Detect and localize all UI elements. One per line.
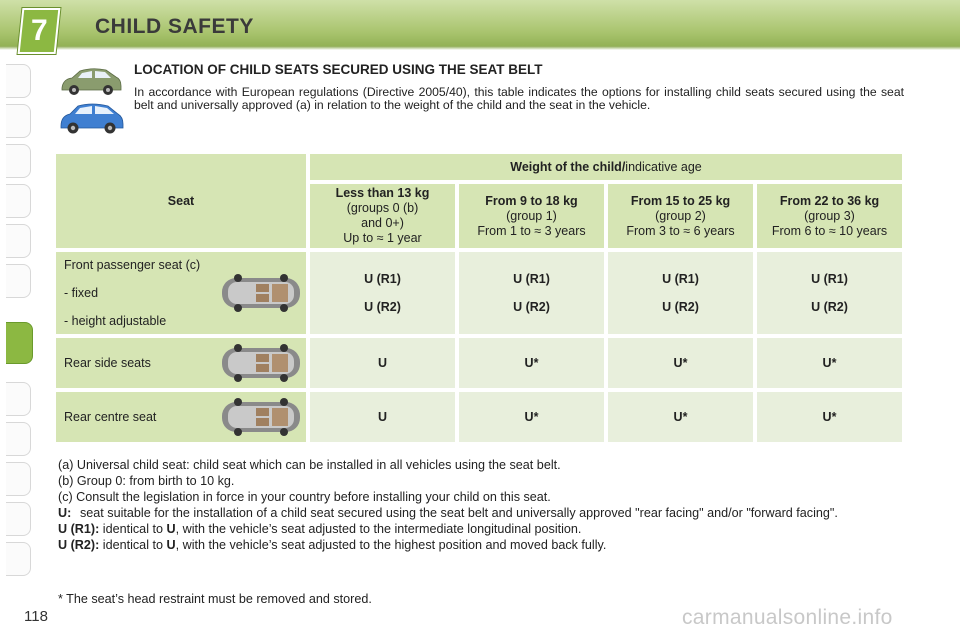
group-2-header: From 15 to 25 kg (group 2) From 3 to ≈ 6 years [608, 184, 753, 248]
rear-centre-group-0-cell: U [310, 392, 455, 442]
rear-side-seats-label: Rear side seats [56, 338, 306, 388]
intro-paragraph: In accordance with European regulations (Directive 2005/40), this table indicates the options for installing child seats secured using the seat belt and universally approved (a) in relation to the weight of the child and the seat in the vehicle. [134, 85, 904, 112]
weight-header: Weight of the child/indicative age [310, 154, 902, 180]
car-green-icon [62, 69, 121, 95]
header-divider [0, 46, 960, 50]
chapter-tab[interactable] [6, 104, 31, 138]
car-seat-diagram-icon [220, 396, 302, 438]
chapter-tab-active[interactable] [6, 322, 33, 364]
page-number: 118 [24, 608, 48, 625]
note-b: (b) Group 0: from birth to 10 kg. [58, 474, 235, 488]
chapter-tab[interactable] [6, 382, 31, 416]
chapter-tab[interactable] [6, 64, 31, 98]
chapter-tab[interactable] [6, 462, 31, 496]
note-a: (a) Universal child seat: child seat which can be installed in all vehicles using the seat belt. [58, 458, 561, 472]
front-group-1-cell: U (R1) U (R2) [459, 252, 604, 334]
section-title: LOCATION OF CHILD SEATS SECURED USING THE SEAT BELT [134, 62, 543, 77]
table-row-rear-centre [56, 392, 902, 442]
group-3-header: From 22 to 36 kg (group 3) From 6 to ≈ 10 years [757, 184, 902, 248]
car-icons [58, 62, 124, 136]
seat-header: Seat [56, 154, 306, 248]
chapter-tabs [6, 64, 32, 574]
note-c: (c) Consult the legislation in force in your country before installing your child on this seat. [58, 490, 551, 504]
front-group-2-cell: U (R1) U (R2) [608, 252, 753, 334]
rear-centre-group-1-cell: U* [459, 392, 604, 442]
note-u-r1: U (R1): identical to U, with the vehicle’s seat adjusted to the intermediate longitudinal position. [58, 522, 582, 536]
front-group-0-cell: U (R1) U (R2) [310, 252, 455, 334]
note-u: U: seat suitable for the installation of a child seat secured using the seat belt and universally approved "rear facing" and/or "forward facing". [58, 506, 838, 520]
chapter-tab[interactable] [6, 224, 31, 258]
table-row-rear-side [56, 338, 902, 388]
car-blue-icon [61, 104, 123, 134]
footnote: * The seat’s head restraint must be removed and stored. [58, 592, 372, 606]
group-1-header: From 9 to 18 kg (group 1) From 1 to ≈ 3 years [459, 184, 604, 248]
rear-centre-seat-label: Rear centre seat [56, 392, 306, 442]
car-seat-diagram-icon [220, 342, 302, 384]
rear-side-group-0-cell: U [310, 338, 455, 388]
table-row-front-passenger [56, 252, 902, 334]
child-seat-table [52, 150, 906, 446]
chapter-number: 7 [30, 14, 48, 47]
chapter-tab[interactable] [6, 502, 31, 536]
front-group-3-cell: U (R1) U (R2) [757, 252, 902, 334]
chapter-tab[interactable] [6, 542, 31, 576]
chapter-tab[interactable] [6, 264, 31, 298]
group-0-header: Less than 13 kg (groups 0 (b) and 0+) Up to ≈ 1 year [310, 184, 455, 248]
rear-centre-group-3-cell: U* [757, 392, 902, 442]
notes-section [58, 457, 904, 553]
car-seat-diagram-icon [220, 272, 302, 314]
rear-side-group-2-cell: U* [608, 338, 753, 388]
rear-side-group-3-cell: U* [757, 338, 902, 388]
rear-centre-group-2-cell: U* [608, 392, 753, 442]
chapter-title: CHILD SAFETY [95, 15, 254, 38]
chapter-tab[interactable] [6, 144, 31, 178]
chapter-tab[interactable] [6, 422, 31, 456]
chapter-tab[interactable] [6, 184, 31, 218]
front-passenger-seat-label: Front passenger seat (c) - fixed - height adjustable [56, 252, 306, 334]
chapter-number-badge [18, 8, 61, 54]
watermark: carmanualsonline.info [682, 606, 893, 629]
rear-side-group-1-cell: U* [459, 338, 604, 388]
note-u-r2: U (R2): identical to U, with the vehicle’s seat adjusted to the highest position and moved back fully. [58, 538, 607, 552]
